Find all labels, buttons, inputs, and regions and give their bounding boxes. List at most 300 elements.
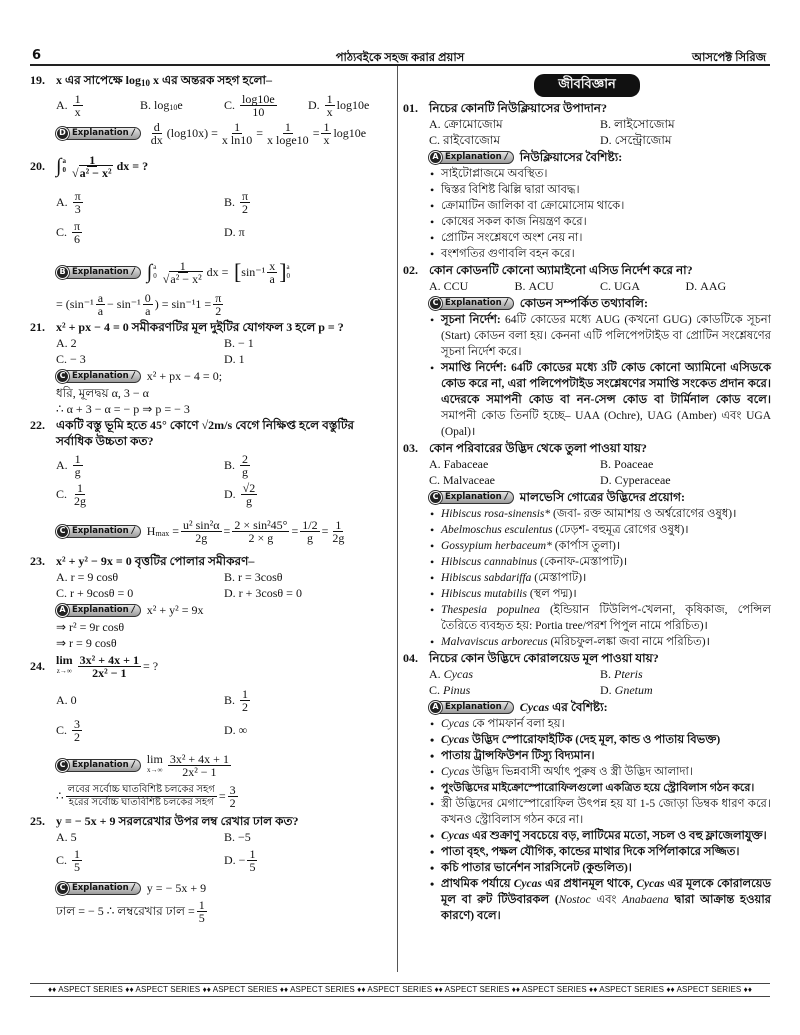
denominator: √a² − x² xyxy=(71,165,112,180)
integral-sign: ∫ xyxy=(146,261,153,283)
scientific-name: Cycas xyxy=(519,700,550,714)
numerator: π xyxy=(215,290,222,305)
question-19 xyxy=(30,72,392,147)
option-label: B. xyxy=(514,279,526,293)
fraction xyxy=(240,453,250,478)
option-c[interactable] xyxy=(56,217,224,247)
numerator: 1 xyxy=(335,517,342,532)
option-label: C. xyxy=(56,352,68,366)
option-c[interactable] xyxy=(56,479,224,509)
question-24 xyxy=(30,651,392,811)
fraction xyxy=(325,93,335,118)
option-label: C. xyxy=(56,586,68,600)
badge-label: Explanation xyxy=(72,371,129,381)
stem-sub: 10 xyxy=(141,77,150,88)
badge-label: Explanation xyxy=(72,883,129,893)
fraction xyxy=(197,899,207,924)
option-text: ACU xyxy=(528,279,554,293)
stem-text: x এর সাপেক্ষে xyxy=(56,73,123,87)
item-text: কে পামফার্ন বলা হয়। xyxy=(469,718,565,730)
denominator: 2 xyxy=(74,729,81,744)
item-text: এর শুক্রাণু সবচেয়ে বড়, লাটিমের মতো, সচল ও বহু ফ্লাজেলাযুক্ত। xyxy=(469,830,767,842)
denominator: √a² − x² xyxy=(162,271,202,286)
list-item xyxy=(429,796,771,828)
option-label: C. xyxy=(429,473,441,487)
stem-text: y = − 5x + 9 সরলরেখার উপর লম্ব রেখার ঢাল কত? xyxy=(56,814,299,828)
limit-label: lim xyxy=(56,653,73,667)
option-a[interactable] xyxy=(429,116,600,132)
radicand: a² − x² xyxy=(170,271,202,286)
option-text: ∞ xyxy=(238,723,248,737)
item-text: (ঢেড়শ- বহুমূত্র রোগের ওষুধ)। xyxy=(552,524,689,536)
option-label: A. xyxy=(56,336,68,350)
upper-limit: a xyxy=(62,157,66,165)
stem-math: √2m/s xyxy=(201,418,233,432)
explanation-title: মালভেসি গোত্রের উদ্ভিদের প্রয়োগ: xyxy=(519,490,685,504)
question-03 xyxy=(403,440,771,650)
answer-icon: C xyxy=(56,525,69,538)
denominator: x loge10 xyxy=(267,132,309,147)
fraction xyxy=(72,482,88,507)
stem-text: x² + px − 4 = 0 সমীকরণটির মূল দুইটির যোগফল 3 হলে p = ? xyxy=(56,320,344,334)
denominator: g xyxy=(245,493,252,508)
option-sign: − xyxy=(238,853,246,867)
question-stem xyxy=(403,262,771,278)
option-c[interactable] xyxy=(56,845,224,875)
option-d[interactable] xyxy=(224,585,392,601)
math-text: sin⁻¹ xyxy=(241,265,266,279)
numerator: 1 xyxy=(74,451,81,466)
numerator: 1 xyxy=(74,846,81,861)
option-text: Gnetum xyxy=(614,683,653,697)
answer-icon: C xyxy=(429,491,442,504)
numerator: x xyxy=(269,258,276,273)
stem-text: একটি বস্তু ভূমি হতে 45° কোণে xyxy=(56,418,199,432)
option-label: A. xyxy=(56,693,68,707)
page-header xyxy=(30,46,770,66)
option-c[interactable] xyxy=(429,682,600,698)
question-01 xyxy=(403,100,771,262)
option-c[interactable] xyxy=(56,715,224,745)
explanation-line xyxy=(30,781,392,811)
list-item xyxy=(429,876,771,924)
option-label: C. xyxy=(429,133,441,147)
option-c[interactable] xyxy=(600,278,686,294)
denominator: 2g xyxy=(195,530,208,545)
stem-tail: dx = ? xyxy=(116,159,149,173)
numerator: 1 xyxy=(326,91,333,106)
option-d[interactable] xyxy=(600,132,771,148)
list-item xyxy=(429,360,771,440)
fraction xyxy=(240,93,277,118)
option-a[interactable] xyxy=(56,685,224,715)
question-number: 19. xyxy=(30,73,45,87)
option-a[interactable] xyxy=(56,569,224,585)
option-label: C. xyxy=(224,98,236,112)
explanation: C Explanation / H $_{max}$ = $\frac{\text{u² sin²α}}{2g}$ = $\frac{\text{2 × sin²45°}}{2 \times g}$ = $\frac{1/2}{g}$ = $\frac{1}{2g}$ xyxy=(30,509,392,553)
question-number: 21. xyxy=(30,320,45,334)
scientific-name: Hibiscus rosa-sinensis* xyxy=(441,508,551,520)
item-text: উদ্ভিদ ভিন্নবাসী অর্থাৎ পুরুষ ও স্ত্রী উদ্ভিদ আলাদা। xyxy=(469,766,693,778)
denominator: a xyxy=(97,303,104,318)
option-text: π xyxy=(238,225,245,239)
math-text: ) = sin⁻¹1 = xyxy=(154,297,212,311)
explanation xyxy=(403,698,771,716)
math-text: = xyxy=(172,524,180,538)
header-title: পাঠ্যবইকে সহজ করার প্রয়াস xyxy=(335,52,465,64)
denominator: x xyxy=(323,132,330,147)
list-item xyxy=(429,506,771,522)
option-label: C. xyxy=(600,279,612,293)
option-b[interactable] xyxy=(515,278,601,294)
scientific-name: Hibiscus mutabilis xyxy=(441,588,527,600)
lower-limit: 0 xyxy=(62,166,66,174)
numerator: π xyxy=(74,188,81,203)
fraction xyxy=(66,784,217,809)
item-text: প্রাথমিক পর্যায়ে xyxy=(441,878,514,890)
option-text: লাইসোজোম xyxy=(614,117,675,131)
denominator: 2x² − 1 xyxy=(92,665,127,680)
option-label: A. xyxy=(56,830,68,844)
option-d[interactable] xyxy=(224,217,392,247)
option-a[interactable] xyxy=(56,829,224,845)
denominator: 2g xyxy=(332,530,345,545)
denominator: x xyxy=(326,104,333,119)
option-d[interactable] xyxy=(600,682,771,698)
option-d[interactable] xyxy=(600,472,771,488)
bullet-list xyxy=(403,716,771,924)
option-a[interactable] xyxy=(56,187,224,217)
explanation-badge: C Explanation / xyxy=(429,297,514,310)
option-c[interactable] xyxy=(56,351,224,367)
denominator: a xyxy=(145,303,151,318)
denominator: 2g xyxy=(74,493,87,508)
option-b[interactable] xyxy=(224,187,392,217)
option-d[interactable] xyxy=(224,715,392,745)
math-text: − sin⁻¹ xyxy=(107,297,141,311)
list-item: • কোষের সকল কাজ নিয়ন্ত্রণ করে। xyxy=(429,214,771,230)
list-item xyxy=(429,602,771,634)
option-text: e xyxy=(177,98,183,112)
option-d[interactable] xyxy=(686,278,772,294)
option-c[interactable] xyxy=(224,91,308,119)
option-label: C. xyxy=(56,225,68,239)
item-text: পুংউদ্ভিদের মাইক্রোস্পোরোফিলগুলো একত্রিত হয়ে স্ট্রোবিলাস গঠন করে। xyxy=(441,782,755,794)
stem-text: বেগে নিক্ষিপ্ত হলে বস্তুটির সর্বাধিক উচ্চতা কত? xyxy=(56,418,354,448)
denominator: 2 × g xyxy=(248,530,274,545)
list-item: • সাইটোপ্লাজমে অবস্থিত। xyxy=(429,166,771,182)
denominator: 2 xyxy=(215,303,222,318)
list-item xyxy=(429,780,771,796)
right-column xyxy=(403,70,771,924)
list-item: • ক্রোমাটিন জালিকা বা ক্রোমোসোম থাকে। xyxy=(429,198,771,214)
scientific-name: Cycas xyxy=(513,878,542,890)
option-b[interactable] xyxy=(224,569,392,585)
question-number: 01. xyxy=(403,101,418,115)
explanation xyxy=(30,601,392,619)
badge-label: Explanation xyxy=(445,298,502,308)
numerator: 3x² + 4x + 1 xyxy=(79,652,139,667)
question-04 xyxy=(403,650,771,924)
footer-rule xyxy=(30,996,770,997)
denominator: 3 xyxy=(74,201,81,216)
option-label: D. xyxy=(224,586,236,600)
numerator: u² sin²α xyxy=(183,517,220,532)
numerator: √2 xyxy=(242,480,256,495)
explanation-title: নিউক্লিয়াসের বৈশিষ্ট্য: xyxy=(519,150,623,164)
badge-label: Explanation xyxy=(72,760,129,770)
math-text: ঢাল = − 5 ∴ লম্বরেখার ঢাল = xyxy=(56,904,195,918)
explanation xyxy=(30,255,392,289)
question-stem xyxy=(30,151,392,181)
option-text: − 1 xyxy=(238,336,254,350)
option-a[interactable] xyxy=(56,335,224,351)
scientific-name: Nostoc xyxy=(558,894,591,906)
numerator: d xyxy=(153,119,160,134)
footer-banner: ♦♦ ASPECT SERIES ♦♦ ASPECT SERIES ♦♦ ASPECT SERIES ♦♦ ASPECT SERIES ♦♦ ASPECT SERIES ♦♦ ASPECT SERIES ♦♦ ASPECT SERIES ♦♦ ASPECT SERIES ♦♦ ASPECT SERIES ♦♦ xyxy=(47,985,753,994)
option-d[interactable] xyxy=(224,479,392,509)
scientific-name: Cycas xyxy=(636,878,665,890)
answer-icon: A xyxy=(56,604,69,617)
math-text: = xyxy=(218,789,226,803)
explanation-badge: C Explanation / xyxy=(56,882,141,895)
option-a[interactable] xyxy=(56,451,224,479)
limit xyxy=(147,754,163,776)
option-label: B. xyxy=(224,195,236,209)
numerator: 1 xyxy=(89,152,96,167)
fraction xyxy=(72,718,82,743)
option-c[interactable] xyxy=(56,585,224,601)
option-label: D. xyxy=(308,98,320,112)
explanation-line: ধরি, মূলদ্বয় α, 3 − α xyxy=(56,386,149,400)
item-text: (মরিচফুল-লঙ্কা জবা নামে পরিচিত)। xyxy=(547,636,710,648)
integral-limits xyxy=(62,157,66,175)
option-text: Pinus xyxy=(443,683,471,697)
explanation-line xyxy=(30,897,392,925)
explanation-line: ∴ α + 3 − α = − p ⇒ p = − 3 xyxy=(56,402,190,416)
stem-text: কোন কোডনটি কোনো অ্যামাইনো এসিড নির্দেশ করে না? xyxy=(429,263,693,277)
option-text: CCU xyxy=(443,279,469,293)
answer-icon: C xyxy=(56,370,69,383)
question-number: 02. xyxy=(403,263,418,277)
explanation-badge: C Explanation / xyxy=(56,759,141,772)
list-item xyxy=(429,586,771,602)
bracket: [ xyxy=(228,259,242,284)
option-text: log xyxy=(154,98,170,112)
answer-icon: B xyxy=(56,266,69,279)
fraction xyxy=(213,292,223,317)
math-text: dx = xyxy=(206,265,229,279)
option-a[interactable] xyxy=(56,91,140,119)
option-d[interactable] xyxy=(308,91,392,119)
option-label: C. xyxy=(429,683,441,697)
numerator: 3 xyxy=(74,716,81,731)
explanation xyxy=(403,488,771,506)
list-item xyxy=(429,732,771,748)
explanation-line xyxy=(30,289,392,319)
upper-limit: a xyxy=(153,263,157,271)
numerator: π xyxy=(74,218,81,233)
bracket: ] xyxy=(279,259,287,284)
option-text: 5 xyxy=(70,830,77,844)
numerator: 1 xyxy=(323,119,330,134)
question-25 xyxy=(30,813,392,925)
option-label: B. xyxy=(140,98,152,112)
fraction xyxy=(96,292,105,317)
answer-icon: D xyxy=(56,127,69,140)
scientific-name: Malvaviscus arborecus xyxy=(441,636,548,648)
explanation xyxy=(30,879,392,897)
option-a[interactable] xyxy=(429,278,515,294)
explanation-badge: A Explanation / xyxy=(429,151,514,164)
option-b[interactable] xyxy=(224,685,392,715)
option-label: B. xyxy=(224,693,236,707)
item-text: (কার্পাস তুলা)। xyxy=(551,540,621,552)
option-label: B. xyxy=(224,830,236,844)
fraction xyxy=(300,519,319,544)
explanation-badge: D Explanation / xyxy=(56,127,141,140)
denominator: 5 xyxy=(249,859,256,874)
math-text: = (sin⁻¹ xyxy=(56,297,94,311)
option-a[interactable] xyxy=(429,666,600,682)
stem-text: কোন পরিবারের উদ্ভিদ থেকে তুলা পাওয়া যায়? xyxy=(429,441,647,455)
option-text: Cycas xyxy=(443,667,473,681)
question-22 xyxy=(30,417,392,553)
item-text: এর মূলকে কোরালয়েড মূল বা রুট টিউবারকল ( xyxy=(441,878,771,906)
denominator: g xyxy=(242,464,249,479)
numerator: 1/2 xyxy=(302,517,318,532)
question-number: 23. xyxy=(30,554,45,568)
lower-limit: 0 xyxy=(286,272,291,280)
question-stem xyxy=(30,813,392,829)
option-label: D. xyxy=(600,683,612,697)
question-21 xyxy=(30,319,392,417)
fraction xyxy=(72,220,82,245)
fraction xyxy=(72,848,82,873)
question-number: 04. xyxy=(403,651,418,665)
option-text: − 3 xyxy=(70,352,86,366)
fraction xyxy=(73,93,83,118)
item-heading: সমাপ্তি নির্দেশ: xyxy=(441,362,507,374)
item-text: এর প্রধানমূল থাকে, xyxy=(541,878,637,890)
scientific-name: Hibiscus cannabinus xyxy=(441,556,538,568)
stem-text: x এর অন্তরক সহগ হলো– xyxy=(153,73,273,87)
option-b[interactable] xyxy=(600,666,771,682)
option-c[interactable] xyxy=(429,132,600,148)
option-d[interactable] xyxy=(224,351,392,367)
option-b[interactable]: B. log $_{10}$ e xyxy=(140,98,183,112)
option-b[interactable] xyxy=(600,456,771,472)
numerator: a xyxy=(97,290,104,305)
item-text: (কেনাফ-মেস্তাপাট)। xyxy=(537,556,628,568)
option-label: B. xyxy=(224,570,236,584)
explanation-line: ⇒ r = 9 cosθ xyxy=(56,636,117,650)
question-stem xyxy=(30,417,392,449)
explanation xyxy=(403,294,771,312)
denominator: x ln10 xyxy=(221,132,253,147)
item-text: (স্থল পদ্ম)। xyxy=(526,588,577,600)
explanation-badge: C Explanation / xyxy=(56,370,141,383)
fraction xyxy=(220,121,254,146)
option-label: A. xyxy=(429,457,441,471)
fraction xyxy=(143,292,153,317)
list-item xyxy=(429,716,771,732)
item-text: পাতা বৃহৎ, পক্ষল যৌগিক, কান্ডের মাথার দিকে সর্পিলাকারে সজ্জিত। xyxy=(441,846,740,858)
option-label: B. xyxy=(600,667,612,681)
option-b[interactable] xyxy=(224,451,392,479)
question-number: 20. xyxy=(30,159,45,173)
option-text: 1 xyxy=(238,352,245,366)
numerator: log10e xyxy=(242,91,275,106)
option-a[interactable] xyxy=(429,456,600,472)
explanation-badge: C Explanation / xyxy=(429,491,514,504)
numerator: 2 × sin²45° xyxy=(234,517,288,532)
option-text: Cyperaceae xyxy=(614,473,671,487)
question-stem xyxy=(30,651,392,681)
stem-math: log xyxy=(125,73,141,87)
option-label: D. xyxy=(224,225,236,239)
numerator: 1 xyxy=(234,119,241,134)
upper-limit: a xyxy=(286,263,290,271)
question-number: 24. xyxy=(30,659,45,673)
bracket-limits xyxy=(287,263,291,281)
option-text: AAG xyxy=(700,279,727,293)
option-label: B. xyxy=(224,458,236,472)
list-item xyxy=(429,538,771,554)
option-b[interactable] xyxy=(224,829,392,845)
badge-label: Explanation xyxy=(445,702,502,712)
item-text: (জবা- রক্ত আমাশয় ও অর্শ্বরোগের ওষুধ)। xyxy=(550,508,737,520)
question-stem xyxy=(403,440,771,456)
denominator: 5 xyxy=(74,859,81,874)
lower-limit: 0 xyxy=(153,272,157,280)
badge-label: Explanation xyxy=(445,492,502,502)
option-b[interactable] xyxy=(224,335,392,351)
explanation-line: ⇒ r² = 9r cosθ xyxy=(56,620,125,634)
question-stem xyxy=(30,72,392,88)
fraction xyxy=(265,121,311,146)
option-label: D. xyxy=(600,133,612,147)
option-b[interactable] xyxy=(600,116,771,132)
denominator: x xyxy=(74,104,81,119)
list-item: • দ্বিস্তর বিশিষ্ট ঝিল্লি দ্বারা আবদ্ধ। xyxy=(429,182,771,198)
numerator: 3 xyxy=(229,782,236,797)
fraction xyxy=(78,654,141,679)
option-c[interactable] xyxy=(429,472,600,488)
fraction xyxy=(168,753,231,778)
numerator: 2 xyxy=(242,451,249,466)
math-text: y = − 5x + 9 xyxy=(146,881,207,895)
denominator: g xyxy=(306,530,313,545)
option-label: A. xyxy=(429,279,441,293)
item-text: সমাপনী কোড তিনটি হচ্ছে– UAA (Ochre), UAG (Amber) এবং UGA (Opal)। xyxy=(441,410,771,438)
option-label: D. xyxy=(224,853,236,867)
option-label: C. xyxy=(56,487,68,501)
scientific-name: Cycas xyxy=(441,718,470,730)
badge-label: Explanation xyxy=(72,526,129,536)
option-d[interactable] xyxy=(224,845,392,875)
list-item: • প্রোটিন সংশ্লেষণে অংশ নেয় না। xyxy=(429,230,771,246)
denominator: 6 xyxy=(74,231,81,246)
fraction xyxy=(228,784,238,809)
fraction xyxy=(240,688,250,713)
option-text: −5 xyxy=(238,830,251,844)
math-text: H xyxy=(146,524,156,538)
list-item xyxy=(429,554,771,570)
option-label: D. xyxy=(600,473,612,487)
option-label: D. xyxy=(224,352,236,366)
option-text: UGA xyxy=(614,279,641,293)
